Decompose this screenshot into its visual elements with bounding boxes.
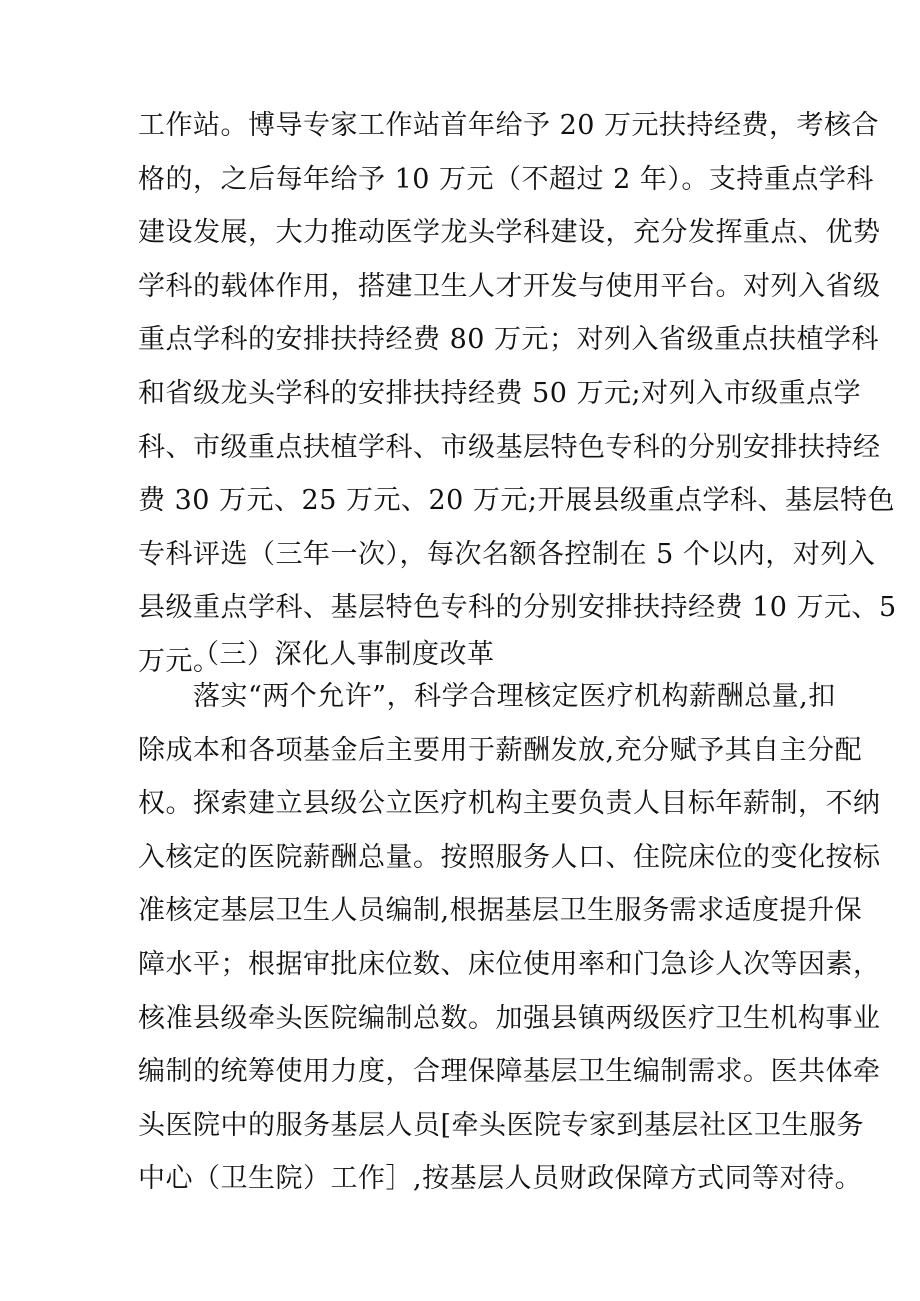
paragraph-line: 重点学科的安排扶持经费 80 万元；对列入省级重点扶植学科	[138, 324, 880, 356]
paragraph-line: 头医院中的服务基层人员[牵头医院专家到基层社区卫生服务	[138, 1109, 865, 1141]
paragraph-line: 中心（卫生院）工作］,按基层人员财政保障方式同等对待。	[138, 1163, 863, 1195]
paragraph-line: 万元。	[138, 645, 221, 677]
section-heading: （三）深化人事制度改革	[192, 639, 495, 670]
paragraph-line: 格的，之后每年给予 10 万元（不超过 2 年）。支持重点学科	[138, 163, 874, 195]
paragraph-line: 工作站。博导专家工作站首年给予 20 万元扶持经费，考核合	[138, 110, 880, 141]
paragraph-personnel-reform	[138, 670, 881, 1206]
paragraph-line: 编制的统筹使用力度，合理保障基层卫生编制需求。医共体牵	[138, 1056, 881, 1088]
paragraph-line: 权。探索建立县级公立医疗机构主要负责人目标年薪制，不纳	[138, 788, 881, 820]
paragraph-line: 入核定的医院薪酬总量。按照服务人口、住院床位的变化按标	[138, 841, 881, 873]
paragraph-line: 落实“两个允许”，科学合理核定医疗机构薪酬总量,扣	[138, 681, 836, 712]
paragraph-subject-funding	[138, 99, 897, 689]
paragraph-line: 障水平；根据审批床位数、床位使用率和门急诊人次等因素，	[138, 948, 881, 980]
paragraph-line: 学科的载体作用，搭建卫生人才开发与使用平台。对列入省级	[138, 270, 881, 302]
paragraph-line: 费 30 万元、25 万元、20 万元;开展县级重点学科、基层特色	[138, 485, 895, 517]
paragraph-line: 专科评选（三年一次），每次名额各控制在 5 个以内，对列入	[138, 538, 876, 570]
paragraph-line: 和省级龙头学科的安排扶持经费 50 万元;对列入市级重点学	[138, 377, 862, 409]
paragraph-line: 除成本和各项基金后主要用于薪酬发放,充分赋予其自主分配	[138, 734, 863, 766]
paragraph-line: 县级重点学科、基层特色专科的分别安排扶持经费 10 万元、5	[138, 592, 897, 624]
paragraph-line: 核准县级牵头医院编制总数。加强县镇两级医疗卫生机构事业	[138, 1002, 881, 1034]
paragraph-line: 建设发展，大力推动医学龙头学科建设，充分发挥重点、优势	[138, 217, 881, 249]
paragraph-line: 科、市级重点扶植学科、市级基层特色专科的分别安排扶持经	[138, 431, 881, 463]
paragraph-line: 准核定基层卫生人员编制,根据基层卫生服务需求适度提升保	[138, 895, 863, 927]
